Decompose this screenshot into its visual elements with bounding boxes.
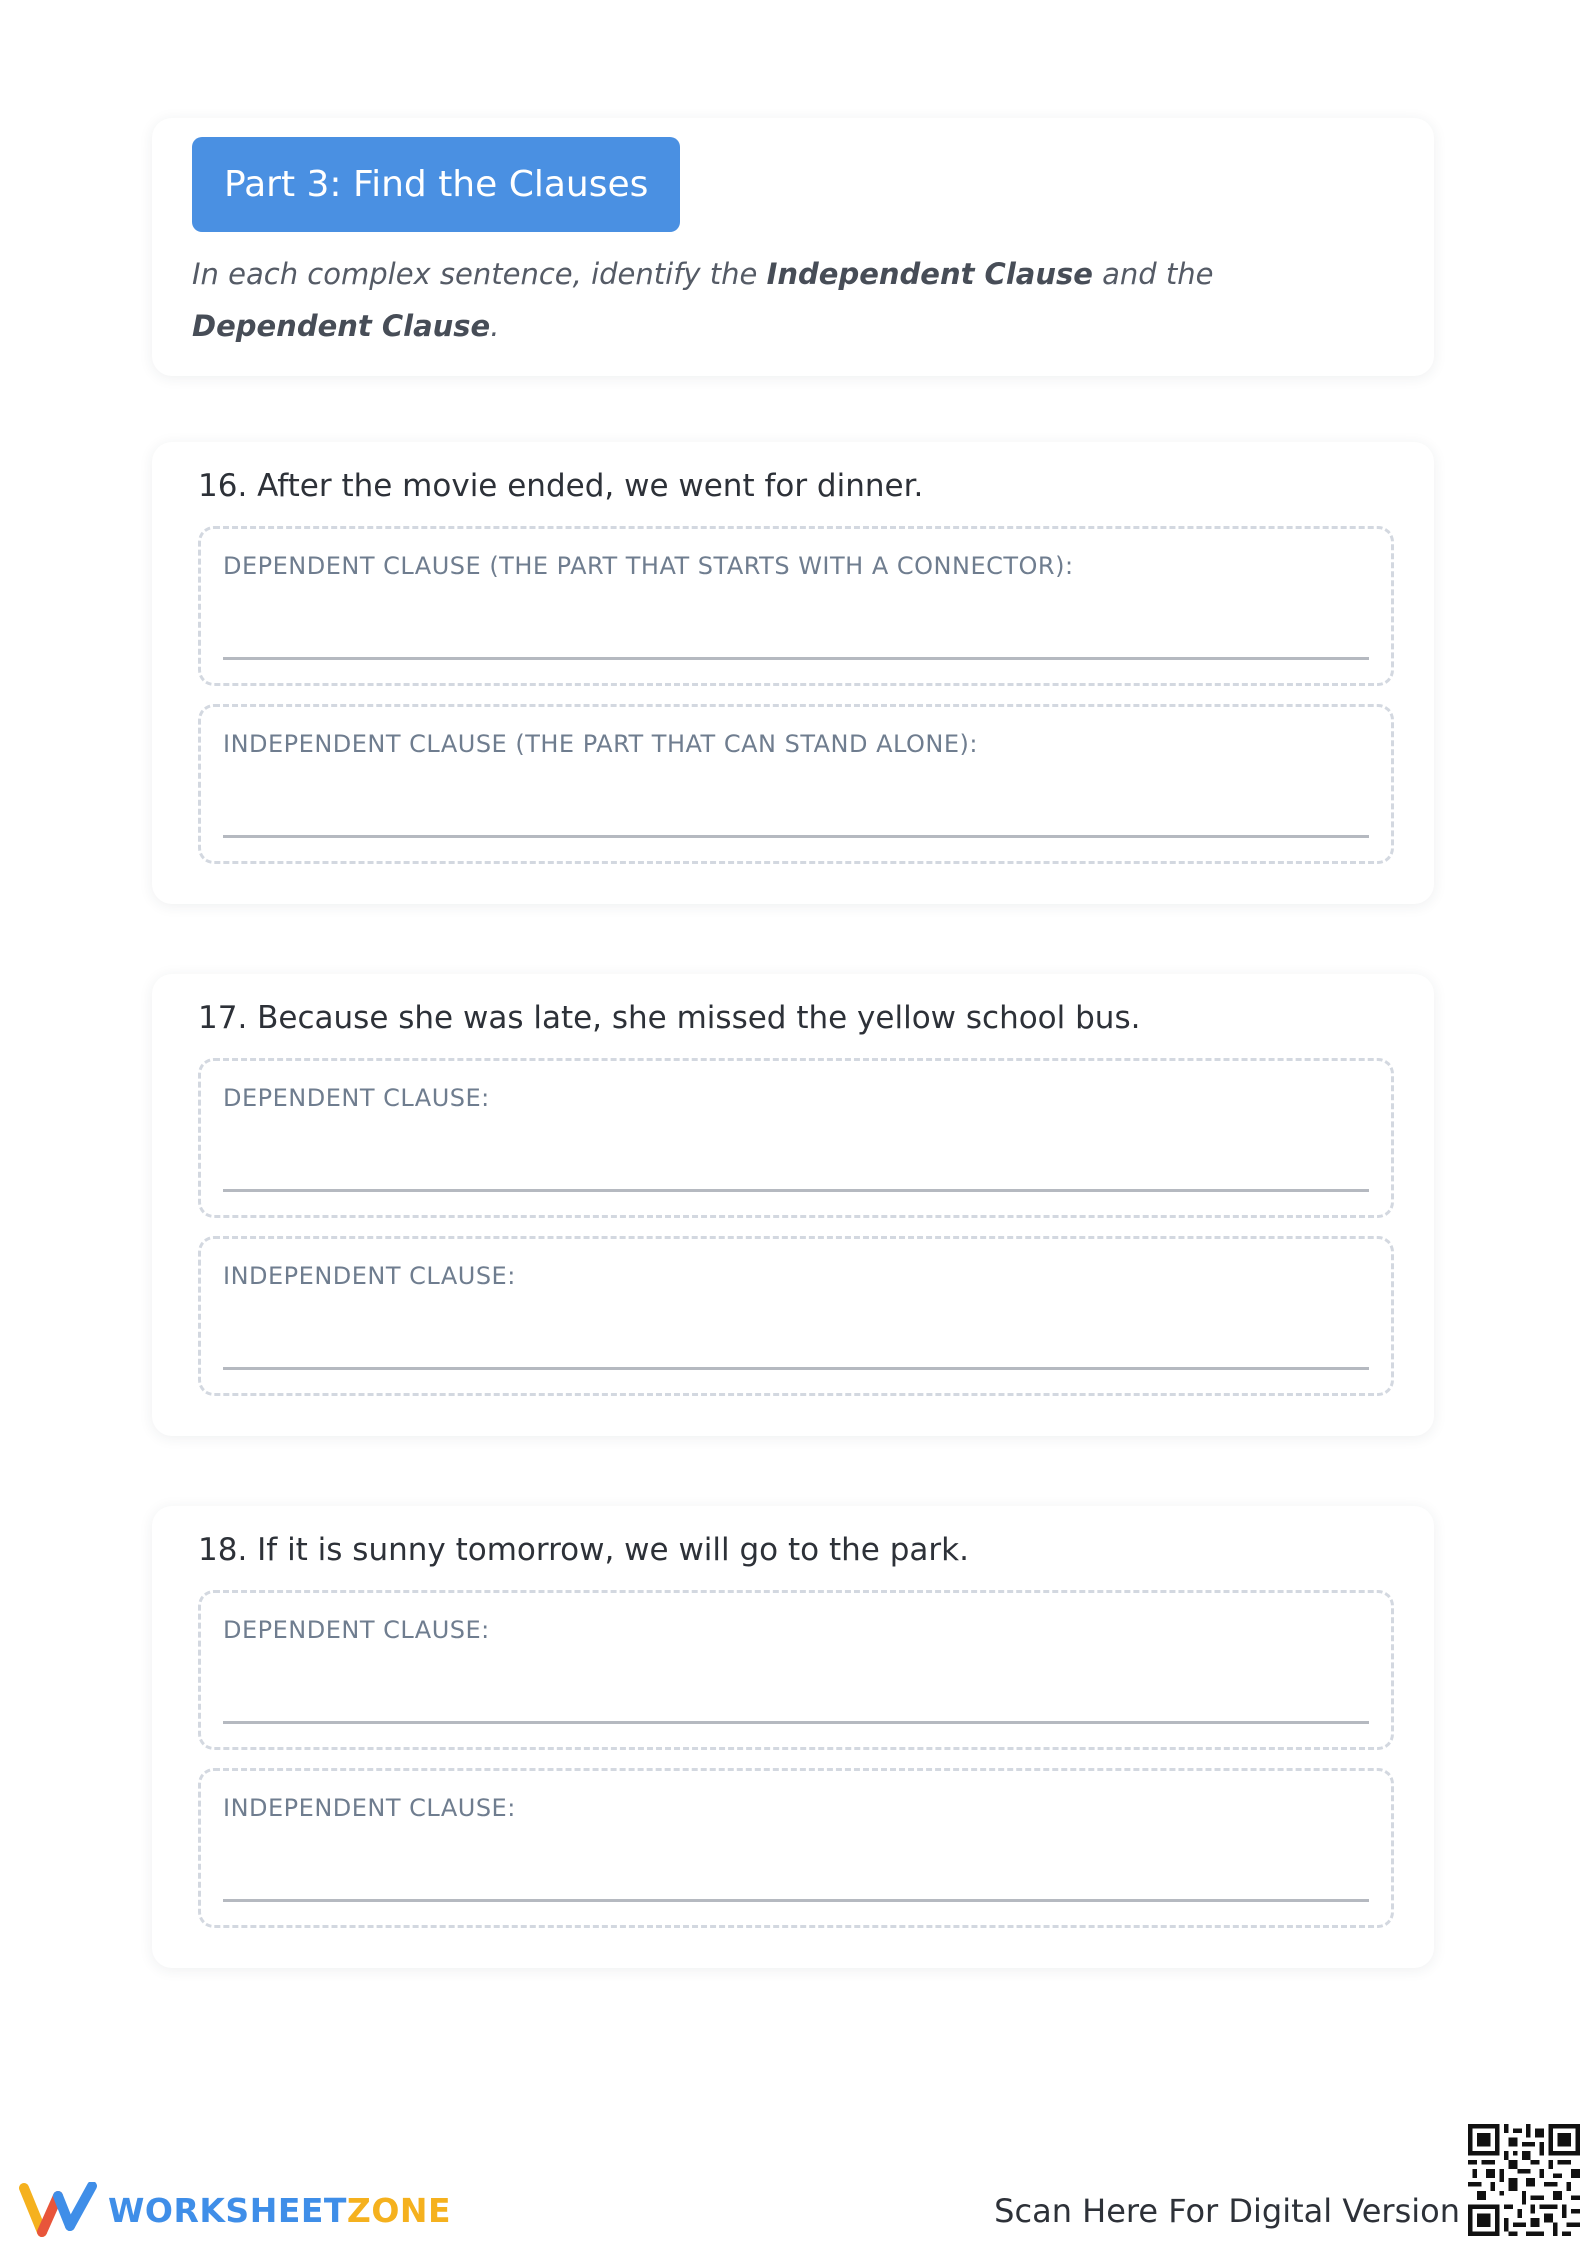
question-card-16 xyxy=(152,442,1434,904)
question-text: 17. Because she was late, she missed the yellow school bus. xyxy=(198,1000,1141,1036)
answer-line[interactable] xyxy=(223,1899,1369,1902)
brand-name-part: ZONE xyxy=(346,2191,452,2230)
scan-text: Scan Here For Digital Version xyxy=(994,2192,1460,2230)
dependent-clause-answer-box[interactable] xyxy=(198,1590,1394,1750)
independent-clause-answer-box[interactable] xyxy=(198,1768,1394,1928)
instructions-part: . xyxy=(490,309,500,343)
answer-line[interactable] xyxy=(223,835,1369,838)
independent-clause-answer-box[interactable] xyxy=(198,704,1394,864)
instructions-bold-independent: Independent Clause xyxy=(766,257,1093,291)
dependent-clause-label: DEPENDENT CLAUSE: xyxy=(223,1084,490,1112)
instructions-bold-dependent: Dependent Clause xyxy=(192,309,491,343)
brand-name-part: WORKSHEET xyxy=(108,2191,347,2230)
answer-line[interactable] xyxy=(223,1367,1369,1370)
instructions-card xyxy=(152,118,1434,376)
independent-clause-label: INDEPENDENT CLAUSE: xyxy=(223,1794,516,1822)
dependent-clause-label: DEPENDENT CLAUSE (THE PART THAT STARTS WITH A CONNECTOR): xyxy=(223,552,1074,580)
dependent-clause-answer-box[interactable] xyxy=(198,526,1394,686)
qr-code-icon[interactable] xyxy=(1468,2124,1580,2236)
answer-line[interactable] xyxy=(223,657,1369,660)
brand-name xyxy=(108,2188,451,2234)
question-card-18 xyxy=(152,1506,1434,1968)
independent-clause-label: INDEPENDENT CLAUSE (THE PART THAT CAN STAND ALONE): xyxy=(223,730,978,758)
question-text: 16. After the movie ended, we went for dinner. xyxy=(198,468,924,504)
answer-line[interactable] xyxy=(223,1189,1369,1192)
question-card-17 xyxy=(152,974,1434,1436)
instructions-part: and the xyxy=(1092,257,1214,291)
independent-clause-answer-box[interactable] xyxy=(198,1236,1394,1396)
part-title-badge: Part 3: Find the Clauses xyxy=(192,137,680,232)
worksheetzone-logo-icon xyxy=(18,2182,98,2238)
independent-clause-label: INDEPENDENT CLAUSE: xyxy=(223,1262,516,1290)
instructions-text xyxy=(192,248,1392,352)
instructions-part: In each complex sentence, identify the xyxy=(192,257,767,291)
dependent-clause-answer-box[interactable] xyxy=(198,1058,1394,1218)
dependent-clause-label: DEPENDENT CLAUSE: xyxy=(223,1616,490,1644)
question-text: 18. If it is sunny tomorrow, we will go to the park. xyxy=(198,1532,969,1568)
answer-line[interactable] xyxy=(223,1721,1369,1724)
